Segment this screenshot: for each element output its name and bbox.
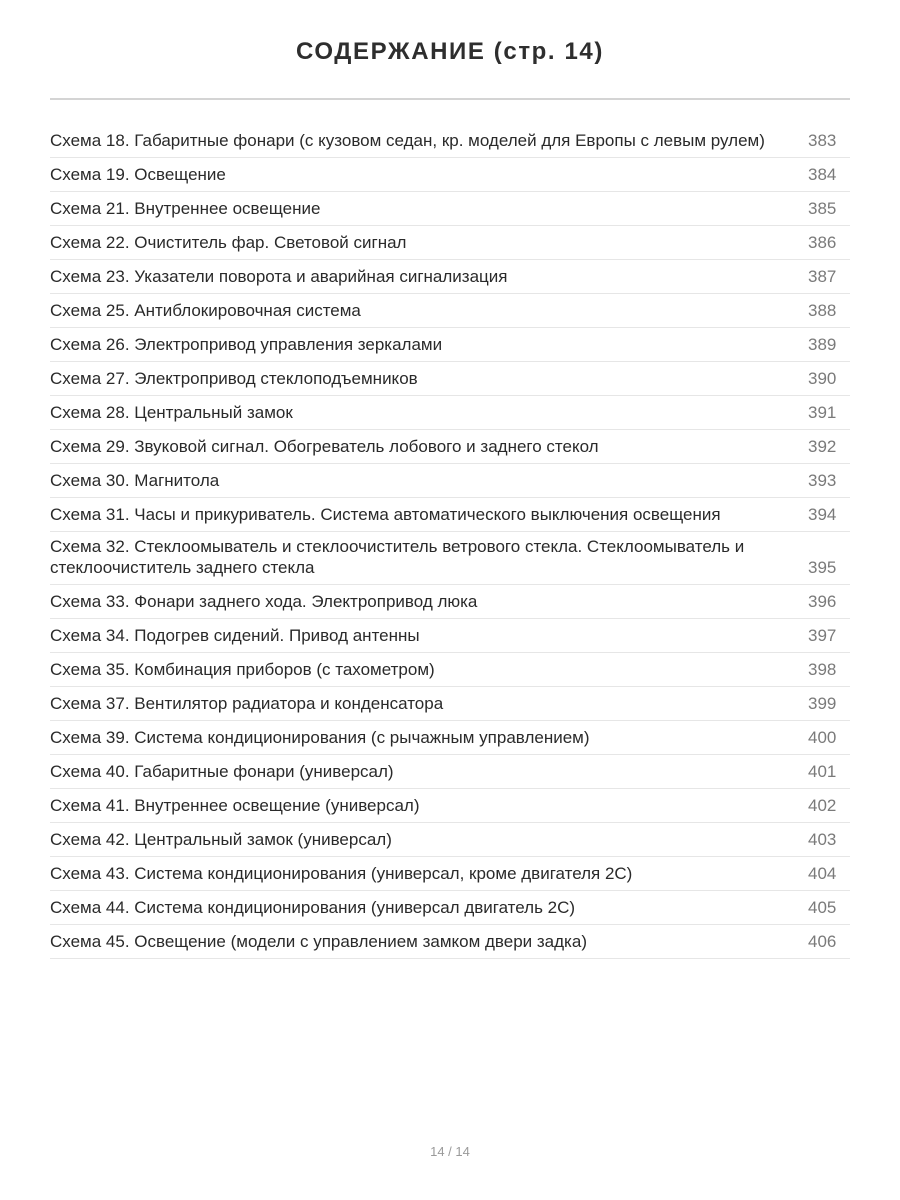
toc-entry-title: Схема 33. Фонари заднего хода. Электропривод люка <box>50 592 478 611</box>
toc-entry[interactable] <box>50 362 850 396</box>
toc-entry[interactable] <box>50 687 850 721</box>
toc-entry-title: Схема 37. Вентилятор радиатора и конденсатора <box>50 694 444 713</box>
toc-entry-page: 396 <box>808 592 837 611</box>
toc-entry-title: Схема 35. Комбинация приборов (с тахометром) <box>50 660 435 679</box>
toc-entry-title: Схема 41. Внутреннее освещение (универсал) <box>50 796 420 815</box>
toc-entry[interactable] <box>50 823 850 857</box>
toc-entry-page: 402 <box>808 796 837 815</box>
toc-entry-page: 384 <box>808 165 837 184</box>
toc-entry[interactable] <box>50 653 850 687</box>
toc-entry-page: 388 <box>808 301 837 320</box>
toc-entry[interactable] <box>50 891 850 925</box>
toc-entry[interactable] <box>50 755 850 789</box>
toc-entry-title: Схема 22. Очиститель фар. Световой сигнал <box>50 233 407 252</box>
toc-entry-title: Схема 26. Электропривод управления зеркалами <box>50 335 443 354</box>
toc-entry-page: 386 <box>808 233 837 252</box>
toc-entry[interactable] <box>50 294 850 328</box>
toc-entry[interactable] <box>50 192 850 226</box>
toc-entry-title: Схема 39. Система кондиционирования (с рычажным управлением) <box>50 728 590 747</box>
toc-entry[interactable] <box>50 857 850 891</box>
toc-entry-title: Схема 19. Освещение <box>50 165 226 184</box>
toc-entry[interactable] <box>50 260 850 294</box>
toc-entry-page: 405 <box>808 898 837 917</box>
toc-entry-page: 399 <box>808 694 837 713</box>
toc-entry[interactable] <box>50 532 850 585</box>
toc-entry[interactable] <box>50 430 850 464</box>
toc-entry-title: Схема 43. Система кондиционирования (универсал, кроме двигателя 2С) <box>50 864 633 883</box>
toc-entry-title: Схема 32. Стеклоомыватель и стеклоочиститель ветрового стекла. Стеклоомыватель и стеклоочиститель заднего стекла <box>50 537 745 577</box>
toc-entry-title: Схема 29. Звуковой сигнал. Обогреватель лобового и заднего стекол <box>50 437 599 456</box>
toc-entry-title: Схема 44. Система кондиционирования (универсал двигатель 2С) <box>50 898 576 917</box>
toc-entry-title: Схема 21. Внутреннее освещение <box>50 199 321 218</box>
toc-entry-title: Схема 34. Подогрев сидений. Привод антенны <box>50 626 420 645</box>
toc-entry-title: Схема 23. Указатели поворота и аварийная сигнализация <box>50 267 508 286</box>
toc-entry-page: 390 <box>808 369 837 388</box>
toc-entry[interactable] <box>50 721 850 755</box>
toc-entry[interactable] <box>50 396 850 430</box>
toc-entry-title: Схема 42. Центральный замок (универсал) <box>50 830 392 849</box>
toc-entry[interactable] <box>50 328 850 362</box>
toc-entry-title: Схема 30. Магнитола <box>50 471 220 490</box>
toc-entry-page: 392 <box>808 437 837 456</box>
toc-entry[interactable] <box>50 464 850 498</box>
page-title: СОДЕРЖАНИЕ (стр. 14) <box>296 38 604 65</box>
toc-entry-page: 391 <box>808 403 837 422</box>
toc-entry-page: 398 <box>808 660 837 679</box>
toc-entry-title: Схема 18. Габаритные фонари (с кузовом седан, кр. моделей для Европы с левым рулем) <box>50 131 765 150</box>
toc-entry-page: 395 <box>808 558 837 577</box>
toc-entry-page: 397 <box>808 626 837 645</box>
toc-entry[interactable] <box>50 619 850 653</box>
toc-entry-title: Схема 28. Центральный замок <box>50 403 293 422</box>
toc-entry-page: 400 <box>808 728 837 747</box>
toc-entry[interactable] <box>50 226 850 260</box>
toc-entry[interactable] <box>50 124 850 158</box>
toc-entry-title: Схема 40. Габаритные фонари (универсал) <box>50 762 394 781</box>
toc-entry-title: Схема 25. Антиблокировочная система <box>50 301 361 320</box>
toc-entry-page: 394 <box>808 505 837 524</box>
toc-entry-page: 403 <box>808 830 837 849</box>
toc-entry[interactable] <box>50 498 850 532</box>
toc-entry-title: Схема 45. Освещение (модели с управлением замком двери задка) <box>50 932 587 951</box>
toc-entry-page: 404 <box>808 864 837 883</box>
toc-entry-title: Схема 27. Электропривод стеклоподъемников <box>50 369 418 388</box>
toc-entry[interactable] <box>50 789 850 823</box>
toc-entry-page: 393 <box>808 471 837 490</box>
toc-entry-page: 383 <box>808 131 837 150</box>
page-counter: 14 / 14 <box>430 1144 470 1159</box>
toc-list <box>50 124 850 959</box>
toc-entry-page: 387 <box>808 267 837 286</box>
toc-entry[interactable] <box>50 585 850 619</box>
toc-entry-page: 401 <box>808 762 837 781</box>
toc-entry-page: 406 <box>808 932 837 951</box>
toc-entry-page: 385 <box>808 199 837 218</box>
toc-entry[interactable] <box>50 925 850 959</box>
title-divider <box>50 98 850 100</box>
toc-entry-title: Схема 31. Часы и прикуриватель. Система автоматического выключения освещения <box>50 505 721 524</box>
toc-entry-page: 389 <box>808 335 837 354</box>
toc-entry[interactable] <box>50 158 850 192</box>
